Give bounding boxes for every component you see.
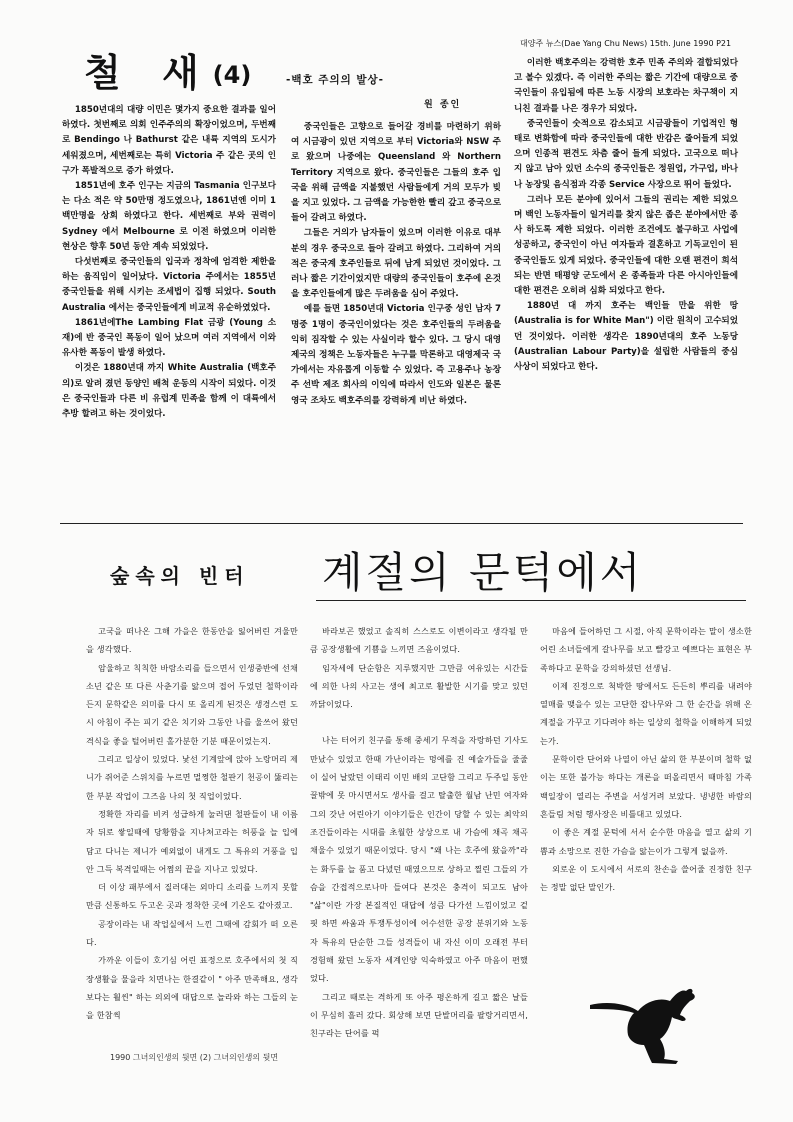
- column-heading: 숲속의 빈터: [110, 564, 250, 588]
- bottom-column-1: [86, 622, 298, 1025]
- section-divider: [60, 523, 743, 524]
- paragraph: 고국을 떠나온 그해 가을은 한동안을 잃어버린 겨울만을 생각했다.: [86, 626, 298, 655]
- bottom-column-2: [310, 622, 528, 1043]
- paragraph: 1851년에 호주 인구는 지금의 Tasmania 인구보다는 다소 적은 약 50만명 정도였으나, 1861년엔 이미 1백만명을 상회 하였다고 한다. 세번째로 부와 권력이 Sydney 에서 Melbourne 로 이전 하였으며 이러한 현상은 향후 50년 동안 계속 되었었다.: [62, 181, 276, 252]
- paragraph: 1861년에The Lambing Flat 금광 (Young 소재)에 반 중국인 폭동이 일어 났으며 여러 지역에서 이와 유사한 폭동이 발생 하였다.: [62, 317, 276, 359]
- essay-title-underline: [316, 600, 746, 601]
- paragraph: 1880년 대 까지 호주는 백인들 만을 위한 땅(Australia is for White Man") 이란 원칙이 고수되었던 것이었다. 이러한 생각은 1890년대의 호주 노동당 (Australian Labour Party)을 설립한 사람들의 중심 사상이 되었다고 한다.: [514, 301, 738, 373]
- top-column-2: [291, 120, 501, 409]
- paragraph: 정확한 자리를 비켜 성급하게 눌러댄 철판들이 내 이름자 뒤로 쌓일때에 당황함을 지나쳐고라는 허풍을 늘 입에 담고 다니는 제니가 예외없이 내게도 그 특유의 거풍을 입안 그득 복격일때는 어쩜의 끝을 지나고 있었다.: [86, 808, 298, 874]
- paragraph: 중국인들이 숫적으로 감소되고 시금광들이 기업적인 형태로 변화함에 따라 중국인들에 대한 반감은 줄어들게 되었으며 인종적 편견도 차츰 줄어 들게 되었다. 고국으로 떠나지 않고 남아 있던 소수의 중국인들은 정원업, 가구업, 바나나 농장및 음식점과 각종 Service 사장으로 뛰어 들었다.: [514, 118, 738, 190]
- bottom-column-3: [540, 622, 752, 896]
- top-column-3: [514, 56, 738, 375]
- paragraph-spacer: [310, 713, 528, 731]
- top-column-1: [62, 103, 276, 422]
- paragraph: 문학이란 단어와 나열이 아닌 삶의 한 부분이며 철학 없이는 또한 불가능 하다는 개론을 떠올리면서 때마침 가족 백일장이 열리는 주변을 서성거려 보았다. 냉냉한 바람의 흔들림 처럼 행사장은 비틀대고 있었다.: [540, 754, 752, 819]
- paragraph: 이제 진정으로 척박한 땅에서도 든든히 뿌리를 내려야 열매를 맺을수 있는 고단한 잡나무와 그 한 순간을 위해 온 계절을 가꾸고 기다려야 하는 일상의 철학을 이해하게 되었는가.: [540, 680, 752, 746]
- paragraph: 외로운 이 도시에서 서로의 찬손을 쓸어줄 진정한 친구는 정말 없단 말인가.: [540, 863, 752, 893]
- paragraph: 그리고 때로는 격하게 또 아주 평온하게 길고 짧은 날들이 무심히 흘러 갔다. 회상해 보면 단발머리를 팔랑거리면서, 친구라는 단어를 퍽: [310, 991, 528, 1039]
- page-footer: 1990 그녀의인생의 뒷면 (2) 그녀의인생의 뒷면: [110, 1053, 279, 1062]
- essay-title: 계절의 문턱에서: [322, 548, 644, 597]
- masthead: 대양주 뉴스(Dae Yang Chu News) 15th. June 1990 P21: [520, 39, 732, 48]
- paragraph: 나는 터어키 친구를 통해 중세기 무적을 자랑하던 기사도 만났수 있었고 한때 가난이라는 멍에를 진 예술가들을 줄줄이 실어 날랐던 이태리 이민 배의 고단함 그리고 두주일 동안 꿀밖에 못 마시면서도 생사를 걸고 탈출한 월남 난민 여자와 그의 갓난 어린아기 이야기들은 인간이 당할 수 있는 최악의 조건들이라는 시대를 초월한 상상으로 내 가슴에 채곡 채곡 채울수 있었기 때문이었다. 당시 "왜 나는 호주에 왔을까"라는 화두를 늘 품고 다녔던 때였으므로 상하고 찔린 그들의 가슴을 간접적으로나마 들여다 본것은 충격이 되고도 남아 "삶"이란 가장 본질적인 대답에 성큼 다가선 느낌이었고 겉핏 하면 싸움과 투쟁투성이에 어수선한 공장 분위기와 노동자 특유의 단순한 그들 성격들이 내 자신 이미 오래전 부터 경험해 왔던 노동자 세계인양 익숙하였고 아주 마음이 편했었다.: [310, 735, 528, 984]
- article-subtitle: -백호 주의의 발상-: [286, 74, 385, 86]
- paragraph: 이러한 백호주의는 강력한 호주 민족 주의와 결합되었다고 볼수 있겠다. 즉 이러한 주의는 짧은 기간에 대량으로 중국인들이 유입됨에 따른 노동 시장의 보호라는 차구책이 지니친 결과를 나은 경우가 되었다.: [514, 58, 738, 114]
- paragraph: 더 이상 패부에서 질러대는 외마디 소리를 느끼지 못할 만큼 신통하도 두고온 곳과 정착한 곳에 기온도 같아졌고.: [86, 882, 298, 911]
- article-title: [84, 42, 251, 97]
- paragraph: 이것은 1880년대 까지 White Australia (백호주의)로 알려 졌던 동양인 배척 운동의 시작이 되었다. 이것은 중국인들과 다른 비 유럽계 민족을 함께 이 대륙에서 추방 할려고 하는 것이었다.: [62, 363, 276, 420]
- article-author: 원 종인: [424, 100, 462, 110]
- paragraph: 바라보곤 했었고 솔직히 스스로도 이변이라고 생각될 만큼 공장생활에 기쁨을 느끼면 즈음이었다.: [310, 626, 528, 655]
- article-title-text: 철 새: [84, 51, 213, 95]
- paragraph: 마음에 들어하던 그 시절, 아직 문학이라는 말이 생소한어린 소녀들에게 갈나무를 보고 빨강고 예쁘다는 표현은 부족하다고 문학을 강의하셨던 선생님.: [540, 626, 752, 673]
- kangaroo-silhouette: [590, 989, 695, 1064]
- paragraph: 그리고 일상이 있었다. 낯선 기계앞에 앉아 노랑머리 제니가 쥐어준 스위치를 누르면 멀쩡한 철판기 천공이 뚫리는 한 부분 작업이 그즈음 나의 첫 직업이었다.: [86, 754, 298, 801]
- paragraph: 암울하고 칙칙한 바람소리를 들으면서 인생중반에 선채 소년 같은 또 다른 사춘기를 앓으며 접어 두었던 철학이라든지 문학같은 의미를 다시 또 올리게 된것은 생경스런 도시 아침이 주는 피기 같은 치기와 그동안 나를 울쓰어 왔던 격식을 좋을 털어버린 홀가분한 기분 때문이었는지.: [86, 662, 298, 746]
- paragraph: 예를 들면 1850년대 Victoria 인구중 성인 남자 7명중 1명이 중국인이었다는 것은 호주인들의 두려움을 익히 짐작할 수 있는 사실이라 할수 있다. 그 당시 대영 제국의 정책은 노동자들은 누구를 막론하고 대영제국 국가에서는 자유롭게 이동할 수 있었다. 즉 고용주나 농장주 선박 제조 회사의 이익에 따라서 인도와 일본은 물론 영국 조차도 백호주의를 강력하게 비난 하였다.: [291, 304, 501, 406]
- paragraph: 가까운 이들이 호기심 어린 표정으로 호주에서의 첫 직장생활을 물을라 치면나는 한결같이 " 아주 만족해요, 생각보다는 훨씬" 하는 의외에 대답으로 놀라와 하는 그들의 눈을 한참씩: [86, 955, 298, 1021]
- paragraph: 이 좋은 계절 문턱에 서서 순수한 마음을 열고 삶의 기쁨과 소망으로 진한 가슴을 앓는이가 그렇게 없을까.: [540, 827, 752, 856]
- paragraph: 공장이라는 내 작업실에서 느낀 그때에 감회가 떠 오른다.: [86, 918, 298, 948]
- paragraph: 그러나 모든 분야에 있어서 그들의 권리는 제한 되었으며 백인 노동자들이 일거리를 찾지 않은 좁은 분야에서만 종사 하도록 제한 되었다. 이러한 조건에도 불구하고 사업에 성공하고, 중국인이 아닌 여자들과 결혼하고 기독교인이 된 중국인들도 있게 되었다. 중국인들에 대한 오랜 편견이 희석되는 반면 태평양 군도에서 온 종족들과 다른 아시아인들에 대한 편견은 오히려 심화 되었다고 한다.: [514, 194, 738, 297]
- article-title-number: (4): [212, 61, 252, 89]
- paragraph: 1850년대의 대량 이민은 몇가지 중요한 결과를 일어하였다. 첫번째로 의회 인주주의의 확장이었으며, 두번째로 Bendingo 나 Bathurst 같은 내륙 지역의 도시가 세워졌으며, 세번째로는 특히 Victoria 주 같은 곳의 인구가 폭발적으로 증가 하였다.: [62, 105, 276, 176]
- paragraph: 중국인들은 고향으로 들어갈 경비를 마련하기 위하여 시금광이 있던 지역으로 부터 Victoria와 NSW 주로 왔으며 나중에는 Queensland 와 Northern Territory 지역으로 왔다. 중국인들은 그들의 호주 입국을 위해 금액을 지불했던 사람들에게 거의 모두가 빚을 지고 있었다. 그 금액을 가능한한 빨리 갚고 중국으로 들어 갈려고 하였다.: [291, 122, 501, 224]
- paragraph: 그들은 거의가 남자들이 었으며 이러한 이유로 대부분의 경우 중국으로 들아 갈려고 하였다. 그리하여 거의 적은 중국계 호주인들로 뒤에 남게 되었던 것이었다. 그러나 짧은 기간이었지만 대량의 중국인들이 호주에 온것을 호주인들에게 많은 두려움을 심어 주었다.: [291, 228, 501, 300]
- paragraph: 다섯번째로 중국인들의 입국과 정착에 엄격한 제한을 하는 움직임이 일어났다. Victoria 주에서는 1855년 중국인들을 위해 시키는 조세법이 집행 되었다. South Australia 에서는 중국인들에게 비교적 유순하였었다.: [62, 257, 276, 313]
- kangaroo-icon: [586, 975, 706, 1065]
- paragraph: 임자세에 단순함은 지루했지만 그만큼 여유있는 시간들에 의한 나의 사고는 생에 최고로 활발한 시기를 맞고 있던 까닭이었다.: [310, 662, 528, 710]
